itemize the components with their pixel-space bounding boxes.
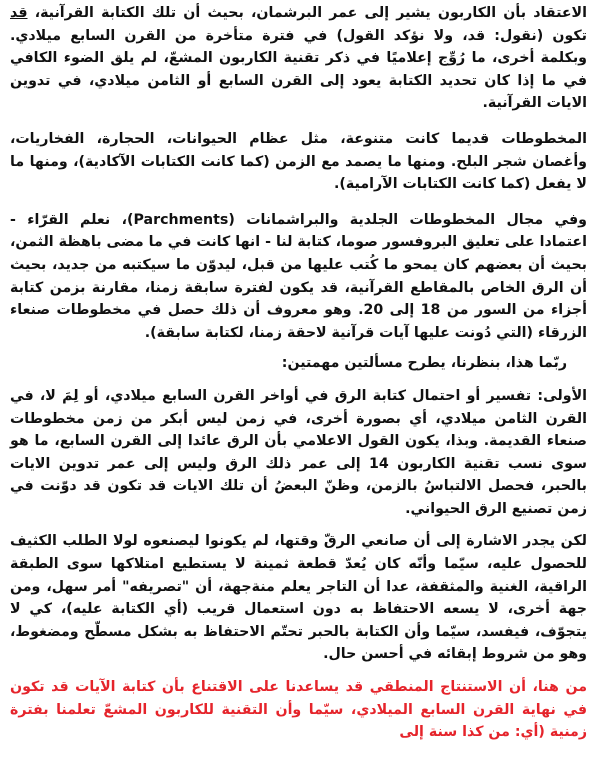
emphasized-word: قد	[10, 5, 28, 21]
paragraph-parchments: وفي مجال المخطوطات الجلدية والبراشمانات (Parchments)، نعلم القرّاء - اعتمادا على تعليق البروفسور صوما، كتابة لنا - انها كانت في ما مضى باهظة الثمن، بحيث أن بعضهم كان يمحو ما كُتب عليها من قبل، ليدوّن ما سيكتبه من جديد، بحيث أن الرق الخاص بالمقاطع القرآنية، قد يكون لفترة سابقة زمنا، مقارنة بزمن كتابة أجزاء من السور من 18 إلى 20. وهو معروف أن ذلك حصل في مخطوطات صنعاء الزرقاء (التي دُونت عليها آيات قرآنية لاحقة زمنا، لكتابة سابقة).	[10, 211, 587, 341]
paragraph-parchment-makers: لكن يجدر الاشارة إلى أن صانعي الرقّ وقتها، لم يكونوا ليصنعوه لولا الطلب الكثيف للحصول عليه، سيّما وأنّه كان يُعدّ قطعة ثمينة لا يستطيع امتلاكها سوى الطبقة الراقية، الغنية والمثقفة، عدا أن التاجر يعلم منةجهة، أن "تصريفه" أمر سهل، ومن جهة أخرى، لا يسعه الاحتفاظ به دون استعمال قريب (أي الكتابة عليه)، كي لا يتجوّف، فيفسد، سيّما وأن الكتابة بالحبر تحتّم الاحتفاظ به بشكل مسطّح ومضغوط، وهو من شروط إبقائه في أحسن حال.	[10, 533, 587, 663]
paragraph-text-end: تكون (نقول: قد، ولا نؤكد القول) في فترة متأخرة من القرن السابع ميلادي. وبكلمة أخرى، ما رُوِّج إعلاميًا في ذكر تقنية الكاربون المشعّ، لم يلق الضوء الكافي في ما إذا كان تحديد الكتابة يعود إلى القرن السابع أو الثامن ميلادي، في تدوين الايات القرآنية.	[10, 27, 587, 112]
paragraph-conclusion-red: من هنا، أن الاستنتاج المنطقي قد يساعدنا على الاقتناع بأن كتابة الآيات قد تكون في نهاية القرن السابع الميلادي، سيّما وأن التقنية للكاربون المشعّ تعلمنا بفترة زمنية (أي: من كذا سنة إلى	[10, 679, 587, 741]
paragraph-first-question: الأولى: تفسير أو احتمال كتابة الرق في أواخر القرن السابع ميلادي، أو لِمَ لا، في القرن الثامن ميلادي، أي بصورة أخرى، في زمن ليس أبكر من زمن مخطوطات صنعاء القديمة. وبذا، يكون القول الاعلامي بأن الرق عائدا إلى القرن السابع، ما هو سوى نسب تقنية الكاربون 14 إلى عمر ذلك الرق وليس إلى عمر تدوين الايات بالحبر، فحصل الالتباسُ بالزمن، وظنّ البعضُ أن تلك الايات قد تكون قد دوّنت في زمن تصنيع الرق الحيواني.	[10, 387, 587, 517]
paragraph-text-start: الاعتقاد بأن الكاربون يشير إلى عمر البرشمان، بحيث أن تلك الكتابة القرآنية،	[27, 5, 587, 21]
paragraph-two-questions: ربّما هذا، بنظرنا، يطرح مسألتين مهمتين:	[281, 355, 567, 372]
paragraph-ancient-manuscripts: المخطوطات قديما كانت متنوعة، مثل عظام الحيوانات، الحجارة، الفخاريات، وأغصان شجر البلح. ومنها ما يصمد مع الزمن (كما كانت الكتابات الآكادية)، ومنها ما لا يفعل (كما كانت الكتابات الآرامية).	[10, 130, 587, 193]
paragraph-carbon-dating	[10, 2, 587, 115]
